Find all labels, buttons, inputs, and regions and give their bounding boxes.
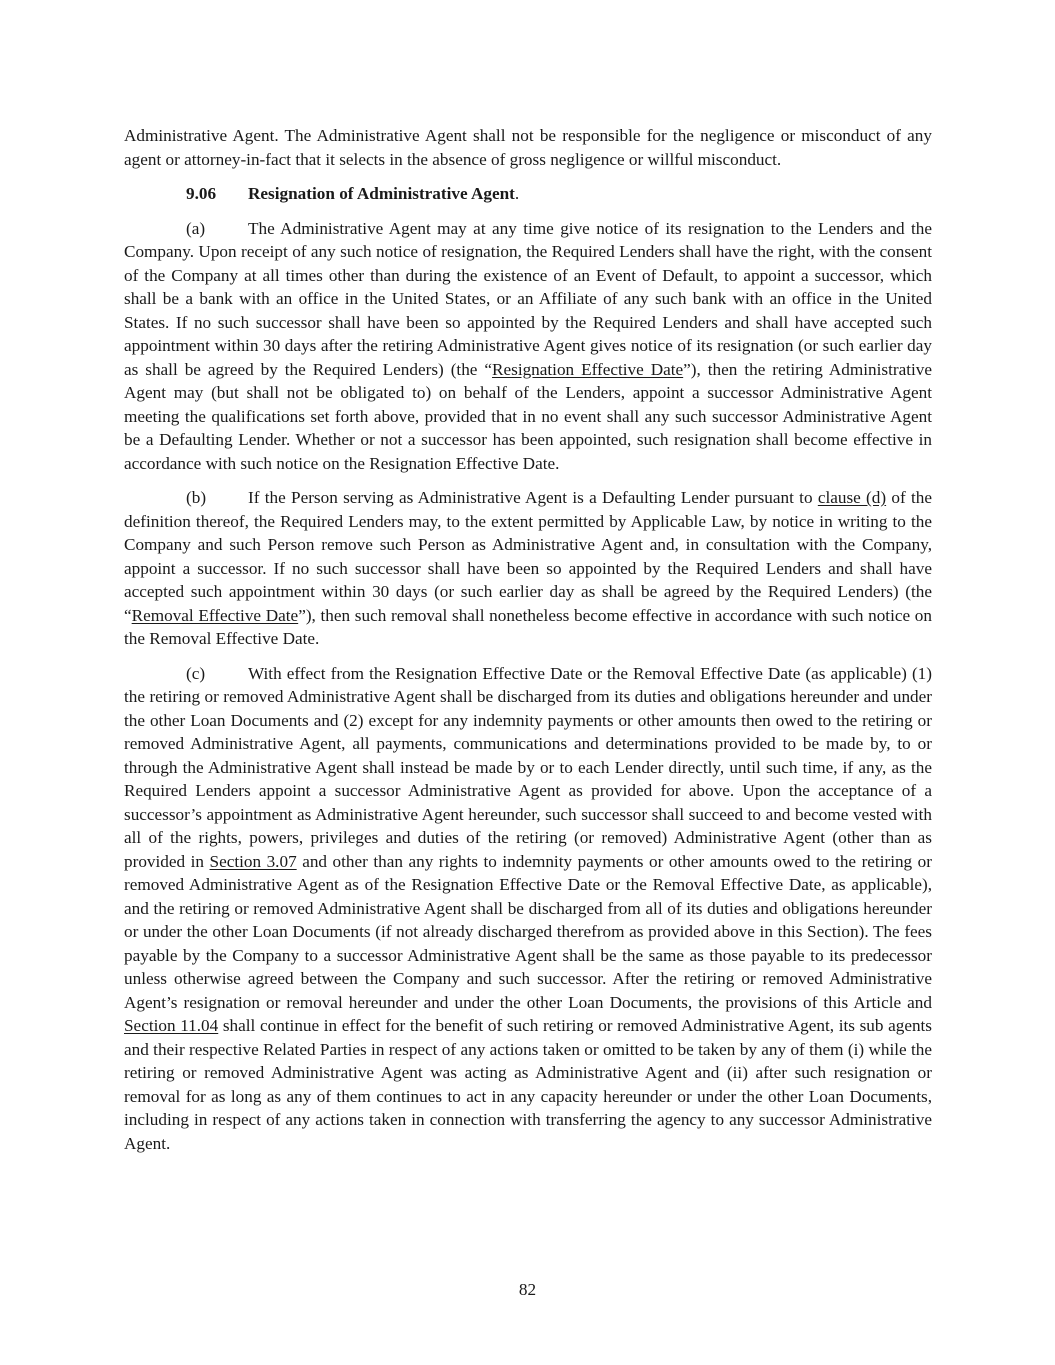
paragraph-b-label: (b) (186, 488, 207, 507)
paragraph-b-text-2: of the definition thereof, the Required Lenders may, to the extent permitted by Applicable Law, by notice in writing to the Company and such Person remove such Person as Administrative Agent and, in consultation with the Company, appoint a successor. If no such successor shall have been so appointed by the Required Lenders and shall have accepted such appointment within 30 days (or such earlier day as shall be agreed by the Required Lenders) (the “ (124, 488, 932, 625)
defined-term-resignation-effective-date: Resignation Effective Date (492, 359, 684, 379)
paragraph-b-text-3: ”), then such removal shall nonetheless become effective in accordance with such notice on the Removal Effective Date. (124, 605, 932, 648)
cross-reference-section-11-04: Section 11.04 (124, 1016, 219, 1035)
paragraph-a-text-1: The Administrative Agent may at any time give notice of its resignation to the Lenders and the Company. Upon receipt of any such notice of resignation, the Required Lenders shall have the right, with the consent of the Company at all times other than during the existence of an Event of Default, to appoint a successor, which shall be a bank with an office in the United States, or an Affiliate of any such bank with an office in the United States. If no such successor shall have been so appointed by the Required Lenders and shall have accepted such appointment within 30 days after the retiring Administrative Agent gives notice of its resignation (or such earlier day as shall be agreed by the Required Lenders) (the “ (124, 218, 932, 379)
paragraph-c-text-3: shall continue in effect for the benefit of such retiring or removed Administrative Agent, its sub agents and their respective Related Parties in respect of any actions taken or omitted to be taken by any of them (i) while the retiring or removed Administrative Agent was acting as Administrative Agent and (ii) after such resignation or removal for as long as any of them continues to act in any capacity hereunder or under the other Loan Documents, including in respect of any actions taken in connection with transferring the agency to any successor Administrative Agent. (124, 1016, 932, 1153)
cross-reference-clause-d: clause (d) (817, 488, 887, 507)
paragraph-c-text-2: and other than any rights to indemnity payments or other amounts owed to the retiring or removed Administrative Agent as of the Resignation Effective Date or the Removal Effective Date, as applicable), and the retiring or removed Administrative Agent shall be discharged from all of its duties and obligations hereunder or under the other Loan Documents (if not already discharged therefrom as provided above in this Section). The fees payable by the Company to a successor Administrative Agent shall be the same as those payable to its predecessor unless otherwise agreed between the Company and such successor. After the retiring or removed Administrative Agent’s resignation or removal hereunder and under the other Loan Documents, the provisions of this Article and (124, 851, 932, 1012)
section-heading (124, 182, 932, 206)
paragraph-a-text-2: ”), then the retiring Administrative Agent may (but shall not be obligated to) on behalf of the Lenders, appoint a successor Administrative Agent meeting the qualifications set forth above, provided that in no event shall any such successor Administrative Agent be a Defaulting Lender. Whether or not a successor has been appointed, such resignation shall become effective in accordance with such notice on the Resignation Effective Date. (124, 359, 932, 473)
defined-term-removal-effective-date: Removal Effective Date (131, 605, 299, 625)
section-number: 9.06 (186, 184, 217, 203)
paragraph-c (124, 662, 932, 1156)
paragraph-c-text-1: With effect from the Resignation Effective Date or the Removal Effective Date (as applicable) (1) the retiring or removed Administrative Agent shall be discharged from its duties and obligations hereunder and under the other Loan Documents and (2) except for any indemnity payments or other amounts then owed to the retiring or removed Administrative Agent, all payments, communications and determinations provided to be made by, to or through the Administrative Agent shall instead be made by or to each Lender directly, until such time, if any, as the Required Lenders appoint a successor Administrative Agent as provided for above. Upon the acceptance of a successor’s appointment as Administrative Agent hereunder, such successor shall succeed to and become vested with all of the rights, powers, privileges and duties of the retiring (or removed) Administrative Agent (other than as provided in (124, 663, 932, 871)
paragraph-c-label: (c) (186, 663, 206, 683)
section-title-period: . (514, 184, 520, 203)
paragraph-a-label: (a) (186, 218, 206, 238)
cross-reference-section-3-07: Section 3.07 (209, 851, 297, 871)
paragraph-b-text-1: If the Person serving as Administrative Agent is a Defaulting Lender pursuant to (248, 488, 818, 507)
document-page (124, 124, 932, 1155)
paragraph-intro: Administrative Agent. The Administrative Agent shall not be responsible for the negligence or misconduct of any agent or attorney-in-fact that it selects in the absence of gross negligence or willful misconduct. (124, 126, 932, 169)
paragraph-a (124, 217, 932, 476)
page-number: 82 (518, 1280, 537, 1299)
section-title: Resignation of Administrative Agent (248, 184, 515, 203)
paragraph-b (124, 486, 932, 651)
